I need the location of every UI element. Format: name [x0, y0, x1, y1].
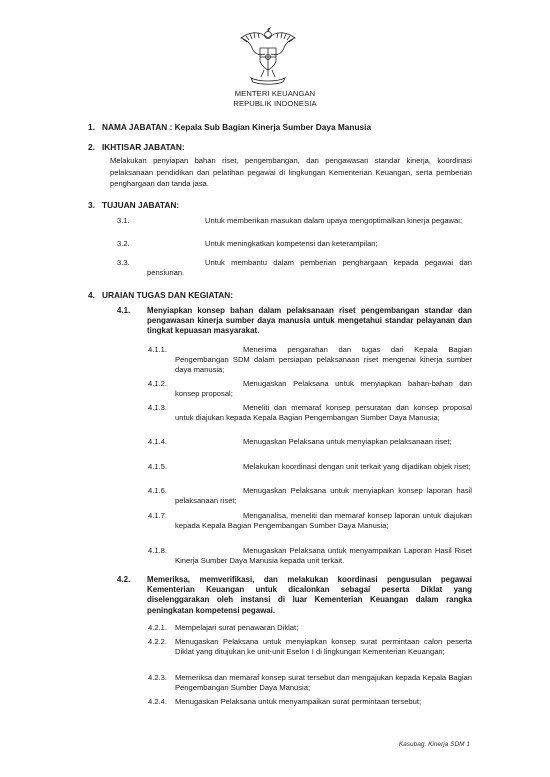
item-text: Menerima pengarahan dan tugas dari Kepala Bagian Pengembangan SDM dalam persiapan pelaksanaan riset mengenai kinerja sumber daya manusia;: [175, 345, 472, 375]
subtask-item: [148, 673, 472, 693]
ikhtisar-paragraph: Melakukan penyiapan bahan riset, pengembangan, dan pengawasan standar kinerja, koordinasi pelaksanaan pendidikan dan pelatihan pegawai di lingkungan Kementerian Keuangan, serta pemberian penghargaan dan tanda jasa.: [110, 156, 472, 189]
task-item: [117, 306, 472, 337]
item-number: 4.1.5.: [148, 462, 167, 471]
list-item: [117, 258, 472, 278]
item-text: Meneliti dan memaraf konsep persuratan dan konsep proposal untuk diajukan kepada Kepala Bagian Pengembangan Sumber Daya Manusia;: [175, 403, 472, 423]
garuda-emblem-icon: [237, 24, 299, 88]
item-number: 4.1.6.: [148, 486, 167, 495]
section-number: 3.: [88, 200, 95, 210]
item-text: Menugaskan Pelaksana untuk menyiapkan konsep laporan hasil pelaksanaan riset;: [175, 486, 472, 506]
item-text: Melakukan koordinasi dengan unit terkait yang dijadikan objek riset;: [243, 462, 471, 471]
list-item: [117, 216, 472, 226]
item-text: Mempelajari surat penawaran Diklat;: [175, 623, 299, 632]
item-text: Menugaskan Pelaksana untuk menyampaikan surat permintaan tersebut;: [175, 697, 422, 706]
item-text: Menugaskan Pelaksana untuk menyiapkan konsep surat permintaan calon peserta Diklat yang ditujukan ke unit-unit Eselon I di lingkungan Kementerian Keuangan;: [175, 637, 472, 657]
subtask-item: [148, 486, 472, 506]
subtask-item: [148, 697, 472, 707]
item-number: 4.1.1.: [148, 345, 167, 354]
item-text: Untuk meningkatkan kompetensi dan keterampilan;: [205, 239, 378, 248]
subtask-item: [148, 345, 472, 376]
page-footer: Kasubag. Kinerja SDM 1: [398, 741, 470, 748]
item-number: 4.1.7.: [148, 511, 167, 520]
item-number: 4.2.4.: [148, 697, 167, 706]
item-text: Menugaskan Pelaksana untuk menyiapkan pelaksanaan riset;: [243, 437, 452, 446]
item-text: Menganalisa, meneliti dan memaraf konsep laporan untuk diajukan kepada Kepala Bagian Pengembangan Sumber Daya Manusia;: [175, 511, 472, 531]
item-number: 3.2.: [117, 239, 130, 248]
item-number: 4.1.8.: [148, 546, 167, 555]
section-4-heading: [88, 290, 233, 300]
subtask-item: [148, 546, 472, 566]
section-number: 1.: [88, 122, 95, 132]
subtask-item: [148, 637, 472, 657]
subtask-item: [148, 437, 472, 447]
section-number: 4.: [88, 290, 95, 300]
item-number: 4.1.3.: [148, 403, 167, 412]
item-number: 4.1.4.: [148, 437, 167, 446]
section-title: IKHTISAR JABATAN:: [102, 142, 185, 152]
item-number: 4.2.3.: [148, 673, 167, 682]
country-name: REPUBLIK INDONESIA: [233, 99, 317, 108]
item-text: Menugaskan Pelaksana untuk menyiapkan bahan-bahan dan konsep proposal;: [175, 379, 472, 399]
item-number: 3.3.: [117, 258, 130, 267]
section-title: URAIAN TUGAS DAN KEGIATAN:: [102, 290, 234, 300]
item-number: 4.1.: [117, 306, 131, 315]
subtask-item: [148, 623, 472, 633]
item-text: Untuk memberikan masukan dalam upaya mengoptimalkan kinerja pegawai;: [205, 216, 463, 225]
subtask-item: [148, 403, 472, 423]
item-text: Menyiapkan konsep bahan dalam pelaksanaan riset pengembangan standar dan pengawasan kinerja sumber daya manusia untuk mengetahui standar pelayanan dan tingkat kepuasan masyarakat.: [147, 306, 472, 336]
section-1-heading: [88, 122, 371, 132]
section-number: 2.: [88, 142, 95, 152]
item-number: 4.1.2.: [148, 379, 167, 388]
section-3-heading: [88, 200, 179, 210]
item-text: Memeriksa, memverifikasi, dan melakukan koordinasi pengusulan pegawai Kementerian Keuangan untuk dicalonkan sebagai peserta Diklat yang diselenggarakan oleh instansi di luar Kementerian Keuangan dalam rangka peningkatan kompetensi pegawai.: [147, 575, 472, 615]
subtask-item: [148, 462, 472, 472]
section-title: TUJUAN JABATAN:: [102, 200, 180, 210]
item-number: 4.2.1.: [148, 623, 167, 632]
item-number: 3.1.: [117, 216, 130, 225]
subtask-item: [148, 379, 472, 399]
list-item: [117, 239, 472, 249]
section-title: NAMA JABATAN : Kepala Sub Bagian Kinerja Sumber Daya Manusia: [102, 122, 372, 132]
task-item: [117, 575, 472, 616]
item-text: Memeriksa dan memaraf konsep surat tersebut dan mengajukan kepada Kepala Bagian Pengembangan Sumber Daya Manusia;: [175, 673, 472, 693]
subtask-item: [148, 511, 472, 531]
section-2-heading: [88, 142, 185, 152]
ministry-name: MENTERI KEUANGAN: [234, 89, 316, 98]
item-number: 4.2.: [117, 575, 131, 584]
item-text: Menugaskan Pelaksana untuk menyampaikan Laporan Hasil Riset Kinerja Sumber Daya Manusia kepada unit terkait.: [175, 546, 472, 566]
item-number: 4.2.2.: [148, 637, 167, 646]
item-text: Untuk membantu dalam pemberian penghargaan kepada pegawai dan pensiunan.: [147, 258, 472, 278]
